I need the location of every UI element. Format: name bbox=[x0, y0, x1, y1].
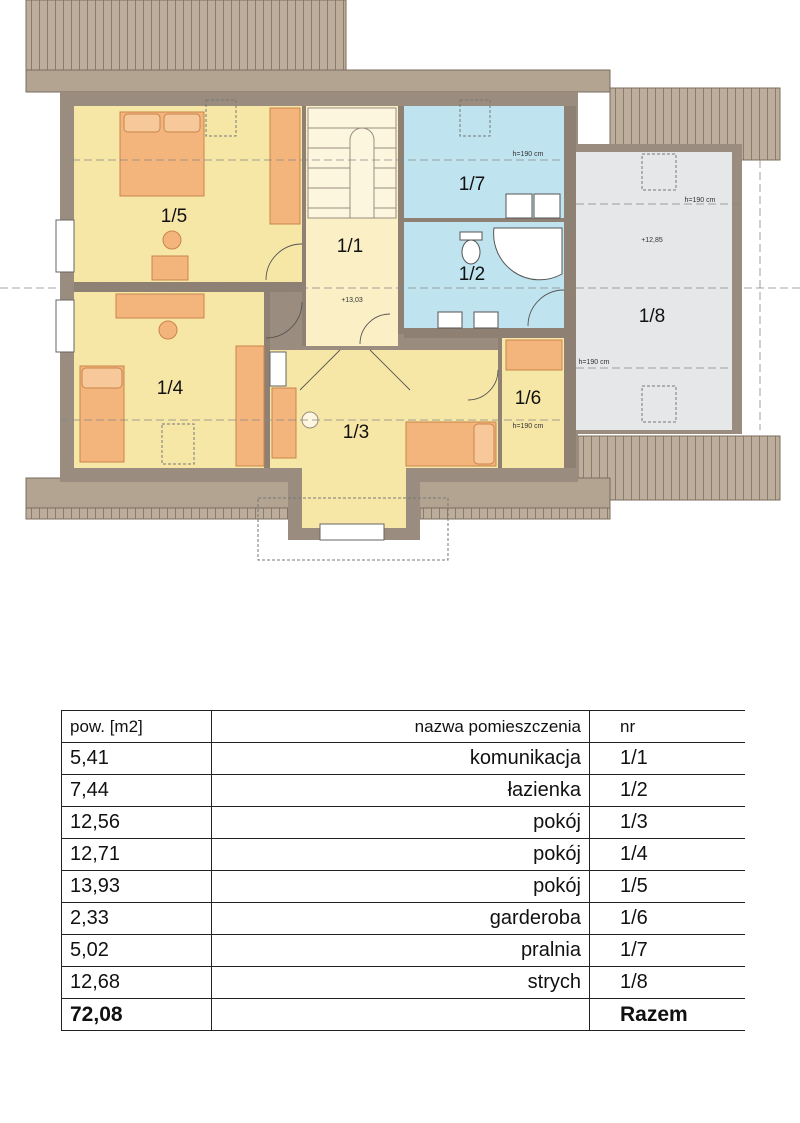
desk-1-4 bbox=[116, 294, 204, 318]
cell-name: komunikacja bbox=[212, 743, 590, 775]
cell-nr: 1/4 bbox=[589, 839, 745, 871]
cell-name: pralnia bbox=[212, 935, 590, 967]
cell-nr: 1/7 bbox=[589, 935, 745, 967]
cell-area: 13,93 bbox=[62, 871, 212, 903]
cell-name: pokój bbox=[212, 807, 590, 839]
cell-nr: 1/6 bbox=[589, 903, 745, 935]
bed-1-4 bbox=[80, 366, 124, 462]
ceiling-height-1-6: h=190 cm bbox=[512, 423, 544, 430]
wall-partition bbox=[302, 106, 306, 346]
window-left-lower bbox=[56, 300, 74, 352]
appliance-1-3 bbox=[270, 352, 286, 386]
wall-partition bbox=[404, 218, 564, 222]
wardrobe-1-5 bbox=[270, 108, 300, 224]
room-label-1-1: 1/1 bbox=[336, 236, 364, 257]
table-row bbox=[62, 903, 746, 935]
wardrobe-1-4 bbox=[236, 346, 264, 466]
table-row bbox=[62, 935, 746, 967]
bed-1-5 bbox=[120, 112, 204, 196]
cell-area: 12,71 bbox=[62, 839, 212, 871]
total-area: 72,08 bbox=[62, 999, 212, 1031]
window-left-upper bbox=[56, 220, 74, 272]
cell-area: 5,41 bbox=[62, 743, 212, 775]
wall-partition bbox=[498, 338, 502, 468]
ceiling-height-1-7: h=190 cm bbox=[512, 151, 544, 158]
room-1-3-dormer bbox=[302, 466, 406, 528]
table-row bbox=[62, 807, 746, 839]
bed-1-3 bbox=[406, 422, 496, 466]
wall-partition bbox=[74, 282, 306, 292]
room-label-1-7: 1/7 bbox=[458, 174, 486, 195]
room-label-1-2: 1/2 bbox=[458, 264, 486, 285]
cell-area: 12,68 bbox=[62, 967, 212, 999]
desk-1-3 bbox=[272, 388, 296, 458]
chair-1-5 bbox=[163, 231, 181, 249]
shelf-1-6 bbox=[506, 340, 562, 370]
room-label-1-8: 1/8 bbox=[638, 306, 666, 327]
eave-top bbox=[26, 70, 610, 92]
room-label-1-6: 1/6 bbox=[514, 388, 542, 409]
table-total-row bbox=[62, 999, 746, 1031]
table-row bbox=[62, 743, 746, 775]
wall-partition bbox=[264, 292, 270, 468]
level-mark-main: +13,03 bbox=[341, 297, 363, 304]
cell-area: 12,56 bbox=[62, 807, 212, 839]
table-row bbox=[62, 775, 746, 807]
table-row bbox=[62, 967, 746, 999]
wall-partition bbox=[404, 328, 564, 338]
ceiling-height-1-8-bottom: h=190 cm bbox=[578, 359, 610, 366]
room-area-table bbox=[61, 710, 745, 1031]
cell-nr: 1/5 bbox=[589, 871, 745, 903]
staircase bbox=[308, 108, 396, 218]
table-header-row bbox=[62, 711, 746, 743]
cell-area: 2,33 bbox=[62, 903, 212, 935]
room-label-1-4: 1/4 bbox=[156, 378, 184, 399]
chair-1-4 bbox=[159, 321, 177, 339]
cell-nr: 1/8 bbox=[589, 967, 745, 999]
total-label: Razem bbox=[589, 999, 745, 1031]
ceiling-height-1-8-top: h=190 cm bbox=[684, 197, 716, 204]
room-1-8 bbox=[576, 152, 732, 430]
table-row bbox=[62, 839, 746, 871]
cell-nr: 1/3 bbox=[589, 807, 745, 839]
total-spacer bbox=[212, 999, 590, 1031]
cell-name: strych bbox=[212, 967, 590, 999]
table-row bbox=[62, 871, 746, 903]
cell-nr: 1/2 bbox=[589, 775, 745, 807]
room-label-1-5: 1/5 bbox=[160, 206, 188, 227]
cell-name: pokój bbox=[212, 839, 590, 871]
cell-area: 5,02 bbox=[62, 935, 212, 967]
cell-nr: 1/1 bbox=[589, 743, 745, 775]
wall-partition bbox=[398, 106, 404, 334]
room-label-1-3: 1/3 bbox=[342, 422, 370, 443]
cell-name: łazienka bbox=[212, 775, 590, 807]
level-mark-attic: +12,85 bbox=[641, 237, 663, 244]
cell-area: 7,44 bbox=[62, 775, 212, 807]
header-name: nazwa pomieszczenia bbox=[212, 711, 590, 743]
header-area: pow. [m2] bbox=[62, 711, 212, 743]
window-dormer bbox=[320, 524, 384, 540]
header-nr: nr bbox=[589, 711, 745, 743]
cell-name: pokój bbox=[212, 871, 590, 903]
desk-1-5 bbox=[152, 256, 188, 280]
cell-name: garderoba bbox=[212, 903, 590, 935]
roof-top-left bbox=[26, 0, 346, 70]
